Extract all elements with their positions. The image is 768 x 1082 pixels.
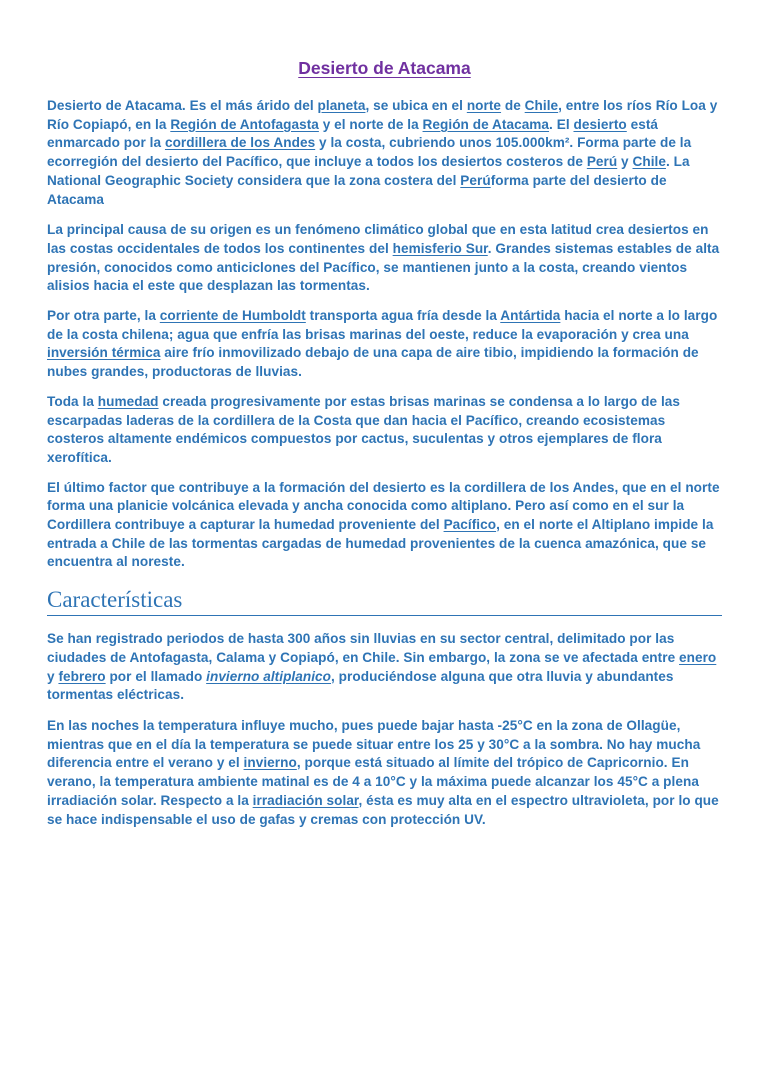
link-invierno-altiplanico[interactable]: invierno altiplanico [206,668,332,684]
link-irradiación-solar[interactable]: irradiación solar [252,792,359,808]
link-enero[interactable]: enero [679,649,717,665]
text-run: forma parte del desierto de Atacama [47,172,667,207]
text-run: hacia el norte a lo largo de la costa chilena; agua que enfría las brisas marinas del oeste, reduce la evaporación y crea una [47,308,718,342]
text-run: , se ubica en el [365,98,467,113]
text-run: y [617,154,633,170]
link-inversión-térmica[interactable]: inversión térmica [47,345,161,361]
paragraph-7 [47,717,722,829]
link-humedad[interactable]: humedad [97,393,159,409]
document-page [0,58,768,1082]
text-run: En las noches la temperatura influye mucho, pues puede bajar hasta -25°C en la zona de Ollagüe, mientras que en el día la temperatura se puede situar entre los 25 y 30°C a la sombra. No hay mucha diferencia entre el verano y el [47,717,701,771]
paragraph-1 [47,97,722,209]
text-run: de [501,98,525,113]
paragraph-3 [47,307,722,382]
caracteristicas-section [47,630,722,829]
link-antártida[interactable]: Antártida [500,308,561,324]
link-planeta[interactable]: planeta [317,98,366,113]
text-run: está enmarcado por la [47,116,659,151]
text-run: Por otra parte, la [47,308,160,324]
paragraph-2 [47,221,722,296]
link-cordillera-de-los-andes[interactable]: cordillera de los Andes [164,135,316,151]
document-title: Desierto de Atacama [298,58,471,78]
link-región-de-antofagasta[interactable]: Región de Antofagasta [170,116,319,132]
link-perú[interactable]: Perú [460,172,491,188]
text-run: y [47,668,59,684]
text-run: . El [549,116,574,132]
text-run: Se han registrado periodos de hasta 300 años sin lluvias en su sector central, delimitado por las ciudades de Antofagasta, Calama y Copiapó, en Chile. Sin embargo, la zona se ve afectada entre [47,631,680,665]
link-norte[interactable]: norte [466,98,502,113]
text-run: transporta agua fría desde la [305,308,501,324]
link-chile[interactable]: Chile [524,98,559,113]
link-corriente-de-humboldt[interactable]: corriente de Humboldt [159,308,306,324]
link-febrero[interactable]: febrero [58,668,106,684]
text-run: por el llamado [105,668,207,684]
paragraph-5 [47,479,722,573]
link-perú[interactable]: Perú [586,154,618,170]
paragraph-6 [47,630,722,705]
text-run: , porque está situado al límite del trópico de Capricornio. En verano, la temperatura ambiente matinal es de 4 a 10°C y la máxima puede alcanzar los 45°C a plena irradiación solar. Respecto a la [47,755,699,808]
text-run: , entre los ríos Río Loa y Río Copiapó, en la [47,98,718,132]
text-run: y el norte de la [318,116,423,132]
text-run: aire frío inmovilizado debajo de una capa de aire tibio, impidiendo la formación de nubes grandes, productoras de lluvias. [47,345,699,380]
text-run: . Grandes sistemas estables de alta presión, conocidos como anticiclones del Pacífico, se mantienen junto a la costa, creando vientos alisios hacia el este que desplazan las tormentas. [47,240,720,294]
text-run: . La National Geographic Society considera que la zona costera del [47,154,690,188]
text-run: , produciéndose alguna que otra lluvia y abundantes tormentas eléctricas. [47,668,674,703]
text-run: y la costa, cubriendo unos 105.000km². Forma parte de la ecorregión del desierto del Pacífico, que incluye a todos los desiertos costeros de [47,135,692,170]
section-heading-caracteristicas: Características [47,587,722,616]
link-pacífico[interactable]: Pacífico [443,517,497,533]
link-chile[interactable]: Chile [632,154,666,170]
text-run: La principal causa de su origen es un fenómeno climático global que en esta latitud crea desiertos en las costas occidentales de todos los continentes del [47,222,709,256]
text-run: , ésta es muy alta en el espectro ultravioleta, por lo que se hace indispensable el uso de gafas y cremas con protección UV. [47,792,719,827]
intro-section [47,97,722,572]
link-desierto[interactable]: desierto [573,116,627,132]
link-invierno[interactable]: invierno [243,755,297,771]
text-run: El último factor que contribuye a la formación del desierto es la cordillera de los Andes, que en el norte forma una planicie volcánica elevada y ancha conocida como altiplano. Pero así como en el sur la Cordillera contribuye a capturar la humedad proveniente del [47,479,720,533]
link-hemisferio-sur[interactable]: hemisferio Sur [392,240,488,256]
text-run: , en el norte el Altiplano impide la entrada a Chile de las tormentas cargadas de humedad provenientes de la cuenca amazónica, que se encuentra al noreste. [47,517,714,570]
link-región-de-atacama[interactable]: Región de Atacama [422,116,550,132]
text-run: Toda la [47,393,98,409]
text-run: creada progresivamente por estas brisas marinas se condensa a lo largo de las escarpadas laderas de la cordillera de la Costa que dan hacia el Pacífico, creando ecosistemas costeros altamente endémicos compuestos por cactus, suculentas y otros ejemplares de flora xerofítica. [47,393,680,465]
paragraph-4 [47,393,722,468]
text-run: Desierto de Atacama. Es el más árido del [47,98,318,113]
